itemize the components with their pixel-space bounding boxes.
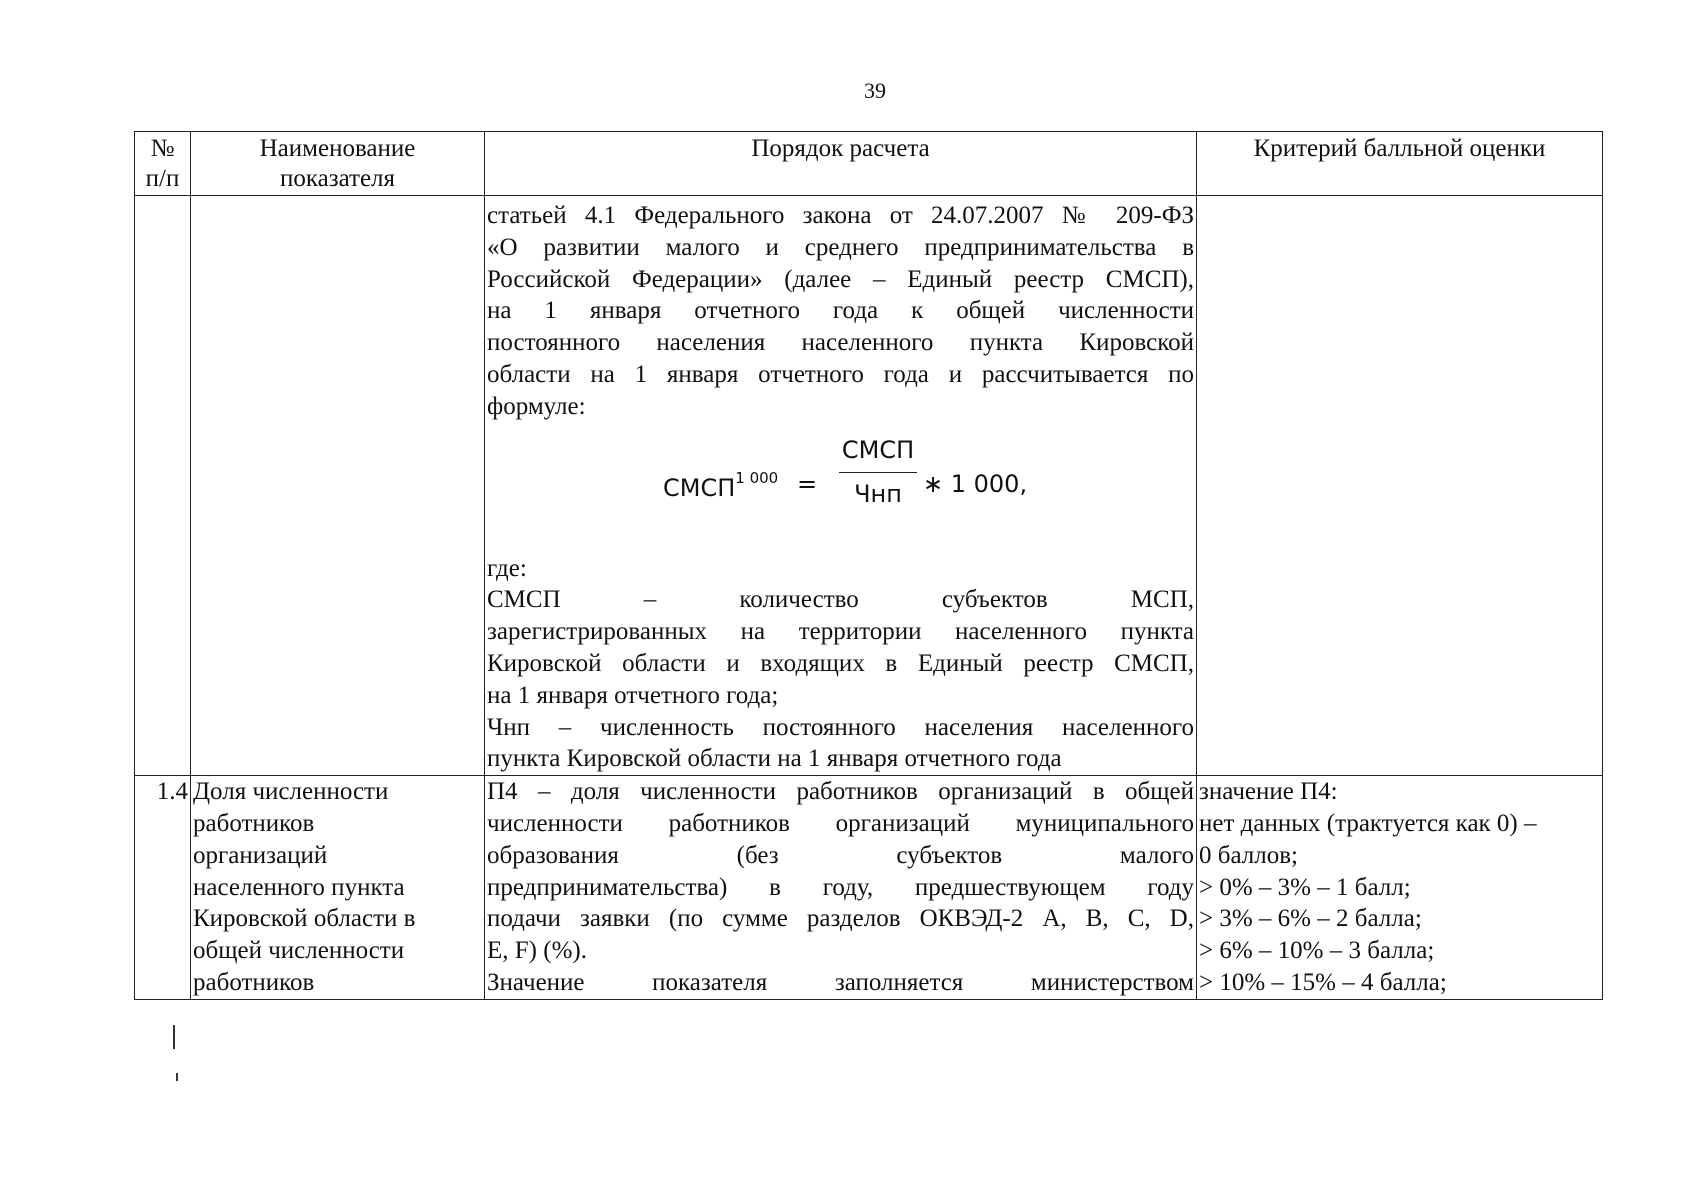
text-line: населенного пункта [193,873,405,901]
formula-lhs: $СМСП^{1 000}$ [663,468,779,502]
text-line: > 3% – 6% – 2 балла; [1199,905,1422,933]
text-line: на 1 января отчетного года к общей численности [487,297,1194,325]
formula-rhs: ∗ 1 000, [923,469,1028,498]
text-line: «О развитии малого и среднего предпринимательства в [487,233,1194,261]
text-line: на 1 января отчетного года; [487,681,779,709]
text-line: постоянного населения населенного пункта Кировской [487,329,1194,357]
table-header-row [135,132,1603,196]
text-line: общей численности [193,937,405,965]
scan-artifact-mark [173,1025,175,1049]
cell-criteria-empty [1197,196,1603,776]
header-name: Наименование показателя [191,132,485,196]
text-line: статьей 4.1 Федерального закона от 24.07.2007 № 209-ФЗ [487,202,1194,229]
text-line: 0 баллов; [1199,841,1298,869]
text-line: СМСП – количество субъектов МСП, [487,586,1194,614]
text-line: Кировской области и входящих в Единый реестр СМСП, [487,649,1194,677]
text-line: > 0% – 3% – 1 балл; [1199,873,1411,901]
text-line: формуле: [487,392,586,420]
formula-equals: = [797,469,818,498]
text-line: Кировской области в [193,905,416,933]
text-line: численности работников организаций муниципального [487,809,1194,837]
formula-denominator: Чнп [854,480,902,509]
cell-criteria [1197,776,1603,1000]
header-criteria: Критерий балльной оценки [1197,132,1603,196]
text-line: П4 – доля численности работников организаций в общей [487,778,1194,806]
text-line: E, F) (%). [487,937,587,965]
cell-calc-continuation [485,196,1197,776]
text-line: работников [193,809,315,837]
text-line: предпринимательства) в году, предшествующем году [487,873,1194,901]
text-line: Чнп – численность постоянного населения населенного [487,713,1194,741]
text-line: значение П4: [1199,778,1338,806]
text-line: Значение показателя заполняется министерством [487,968,1194,996]
text-line: области на 1 января отчетного года и рассчитывается по [487,360,1194,388]
text-line: Доля численности [193,778,389,806]
text-line: > 10% – 15% – 4 балла; [1199,968,1447,996]
header-calc: Порядок расчета [485,132,1197,196]
text-line: подачи заявки (по сумме разделов ОКВЭД-2 A, B, C, D, [487,905,1194,933]
header-num: № п/п [135,132,191,196]
scan-artifact-mark [176,1073,178,1081]
text-line: нет данных (трактуется как 0) – [1199,809,1537,837]
cell-name-empty [191,196,485,776]
text-line: где: [487,554,527,582]
criteria-table [134,131,1603,1000]
cell-calc [485,776,1197,1000]
cell-num-empty [135,196,191,776]
page-number: 39 [864,78,886,103]
text-line: работников [193,968,315,996]
text-line: зарегистрированных на территории населенного пункта [487,618,1194,646]
table-row-continuation [135,196,1603,776]
text-line: организаций [193,841,328,869]
text-line: пункта Кировской области на 1 января отчетного года [487,745,1062,773]
text-line: Российской Федерации» (далее – Единый реестр СМСП), [487,265,1194,293]
formula [487,423,1194,553]
formula-fraction [839,435,917,512]
text-line: образования (без субъектов малого [487,841,1194,869]
table-row-1-4 [135,776,1603,1000]
formula-numerator: СМСП [839,435,917,474]
cell-name [191,776,485,1000]
cell-num: 1.4 [135,776,191,1000]
text-line: > 6% – 10% – 3 балла; [1199,937,1435,965]
